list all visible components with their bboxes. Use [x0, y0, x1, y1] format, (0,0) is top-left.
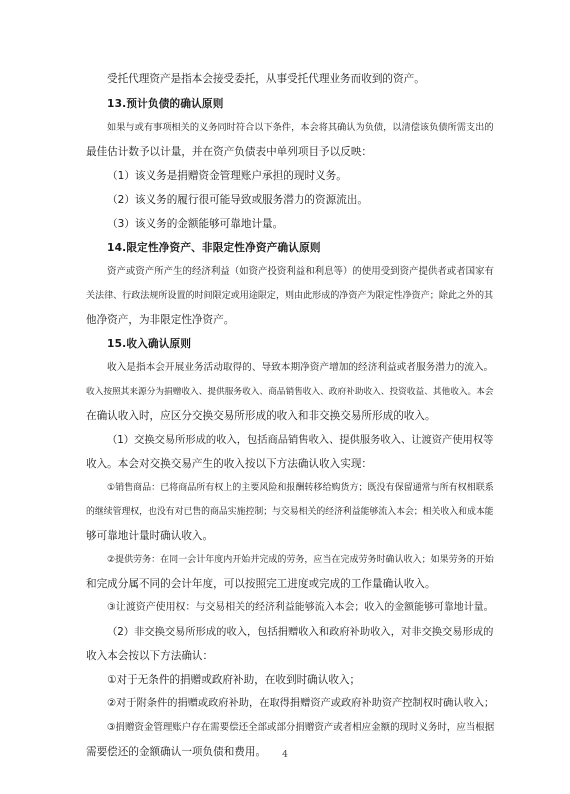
paragraph-line: 收入本会按以下方法确认：	[86, 650, 214, 662]
section-heading-13: 13.预计负债的确认原则	[107, 98, 224, 110]
section-heading-14: 14.限定性净资产、非限定性净资产确认原则	[107, 242, 321, 254]
list-item: ①销售商品：已将商品所有权上的主要风险和报酬转移给购货方；既没有保留通常与所有权相联系	[107, 483, 494, 493]
paragraph-line: 的继续管理权，也没有对已售的商品实施控制；与交易相关的经济利益能够流入本会；相关收入和成本能	[86, 507, 494, 517]
paragraph-line: 最佳估计数予以计量，并在资产负债表中单列项目予以反映：	[86, 146, 373, 158]
paragraph-line: 收入按照其来源分为捐赠收入、提供服务收入、商品销售收入、政府补助收入、投资收益、其他收入。本会	[86, 387, 494, 397]
paragraph-line: 和完成分属不同的会计年度，可以按照完工进度或完成的工作量确认收入。	[86, 578, 436, 590]
paragraph-line: 他净资产，为非限定性净资产。	[86, 314, 235, 326]
section-heading-15: 15.收入确认原则	[107, 338, 192, 350]
paragraph-line: 资产或资产所产生的经济利益（如资产投资利益和利息等）的使用受到资产提供者或者国家有	[107, 266, 494, 277]
list-item: ②对于附条件的捐赠或政府补助，在取得捐赠资产或政府补助资产控制权时确认收入；	[107, 698, 495, 709]
paragraph-line: 如果与或有事项相关的义务同时符合以下条件，本会将其确认为负债，以清偿该负债所需支出的	[107, 122, 494, 133]
paragraph-line: 收入是指本会开展业务活动取得的、导致本期净资产增加的经济利益或者服务潜力的流入。	[107, 362, 494, 373]
list-item: ②提供劳务：在同一会计年度内开始并完成的劳务，应当在完成劳务时确认收入；如果劳务的开始	[107, 555, 494, 565]
paragraph-line: 需要偿还的金额确认一项负债和费用。	[86, 746, 267, 758]
paragraph-line: 够可靠地计量时确认收入。	[86, 530, 214, 542]
paragraph-line: （1）交换交易所形成的收入，包括商品销售收入、提供服务收入、让渡资产使用权等	[107, 434, 494, 446]
list-item: （2）该义务的履行很可能导致或服务潜力的资源流出。	[107, 194, 368, 206]
paragraph-line: 在确认收入时，应区分交换交易所形成的收入和非交换交易所形成的收入。	[86, 410, 436, 422]
paragraph-line: 收入。本会对交换交易产生的收入按以下方法确认收入实现：	[86, 458, 373, 470]
paragraph-line: 关法律、行政法规所设置的时间限定或用途限定，则由此形成的净资产为限定性净资产；除此之外的其	[86, 291, 494, 301]
list-item: （1）该义务是捐赠资金管理账户承担的现时义务。	[107, 170, 347, 182]
list-item: ①对于无条件的捐赠或政府补助，在收到时确认收入；	[107, 674, 361, 686]
paragraph-line: 受托代理资产是指本会接受委托，从事受托代理业务而收到的资产。	[107, 73, 425, 85]
list-item: （3）该义务的金额能够可靠地计量。	[107, 218, 284, 230]
page-number: 4	[282, 750, 288, 760]
paragraph-line: （2）非交换交易所形成的收入，包括捐赠收入和政府补助收入，对非交换交易形成的	[107, 626, 494, 638]
list-item: ③让渡资产使用权：与交易相关的经济利益能够流入本会；收入的金额能够可靠地计量。	[107, 602, 494, 613]
list-item: ③捐赠资金管理账户存在需要偿还全部或部分捐赠资产或者相应金额的现时义务时，应当根据	[107, 722, 495, 733]
